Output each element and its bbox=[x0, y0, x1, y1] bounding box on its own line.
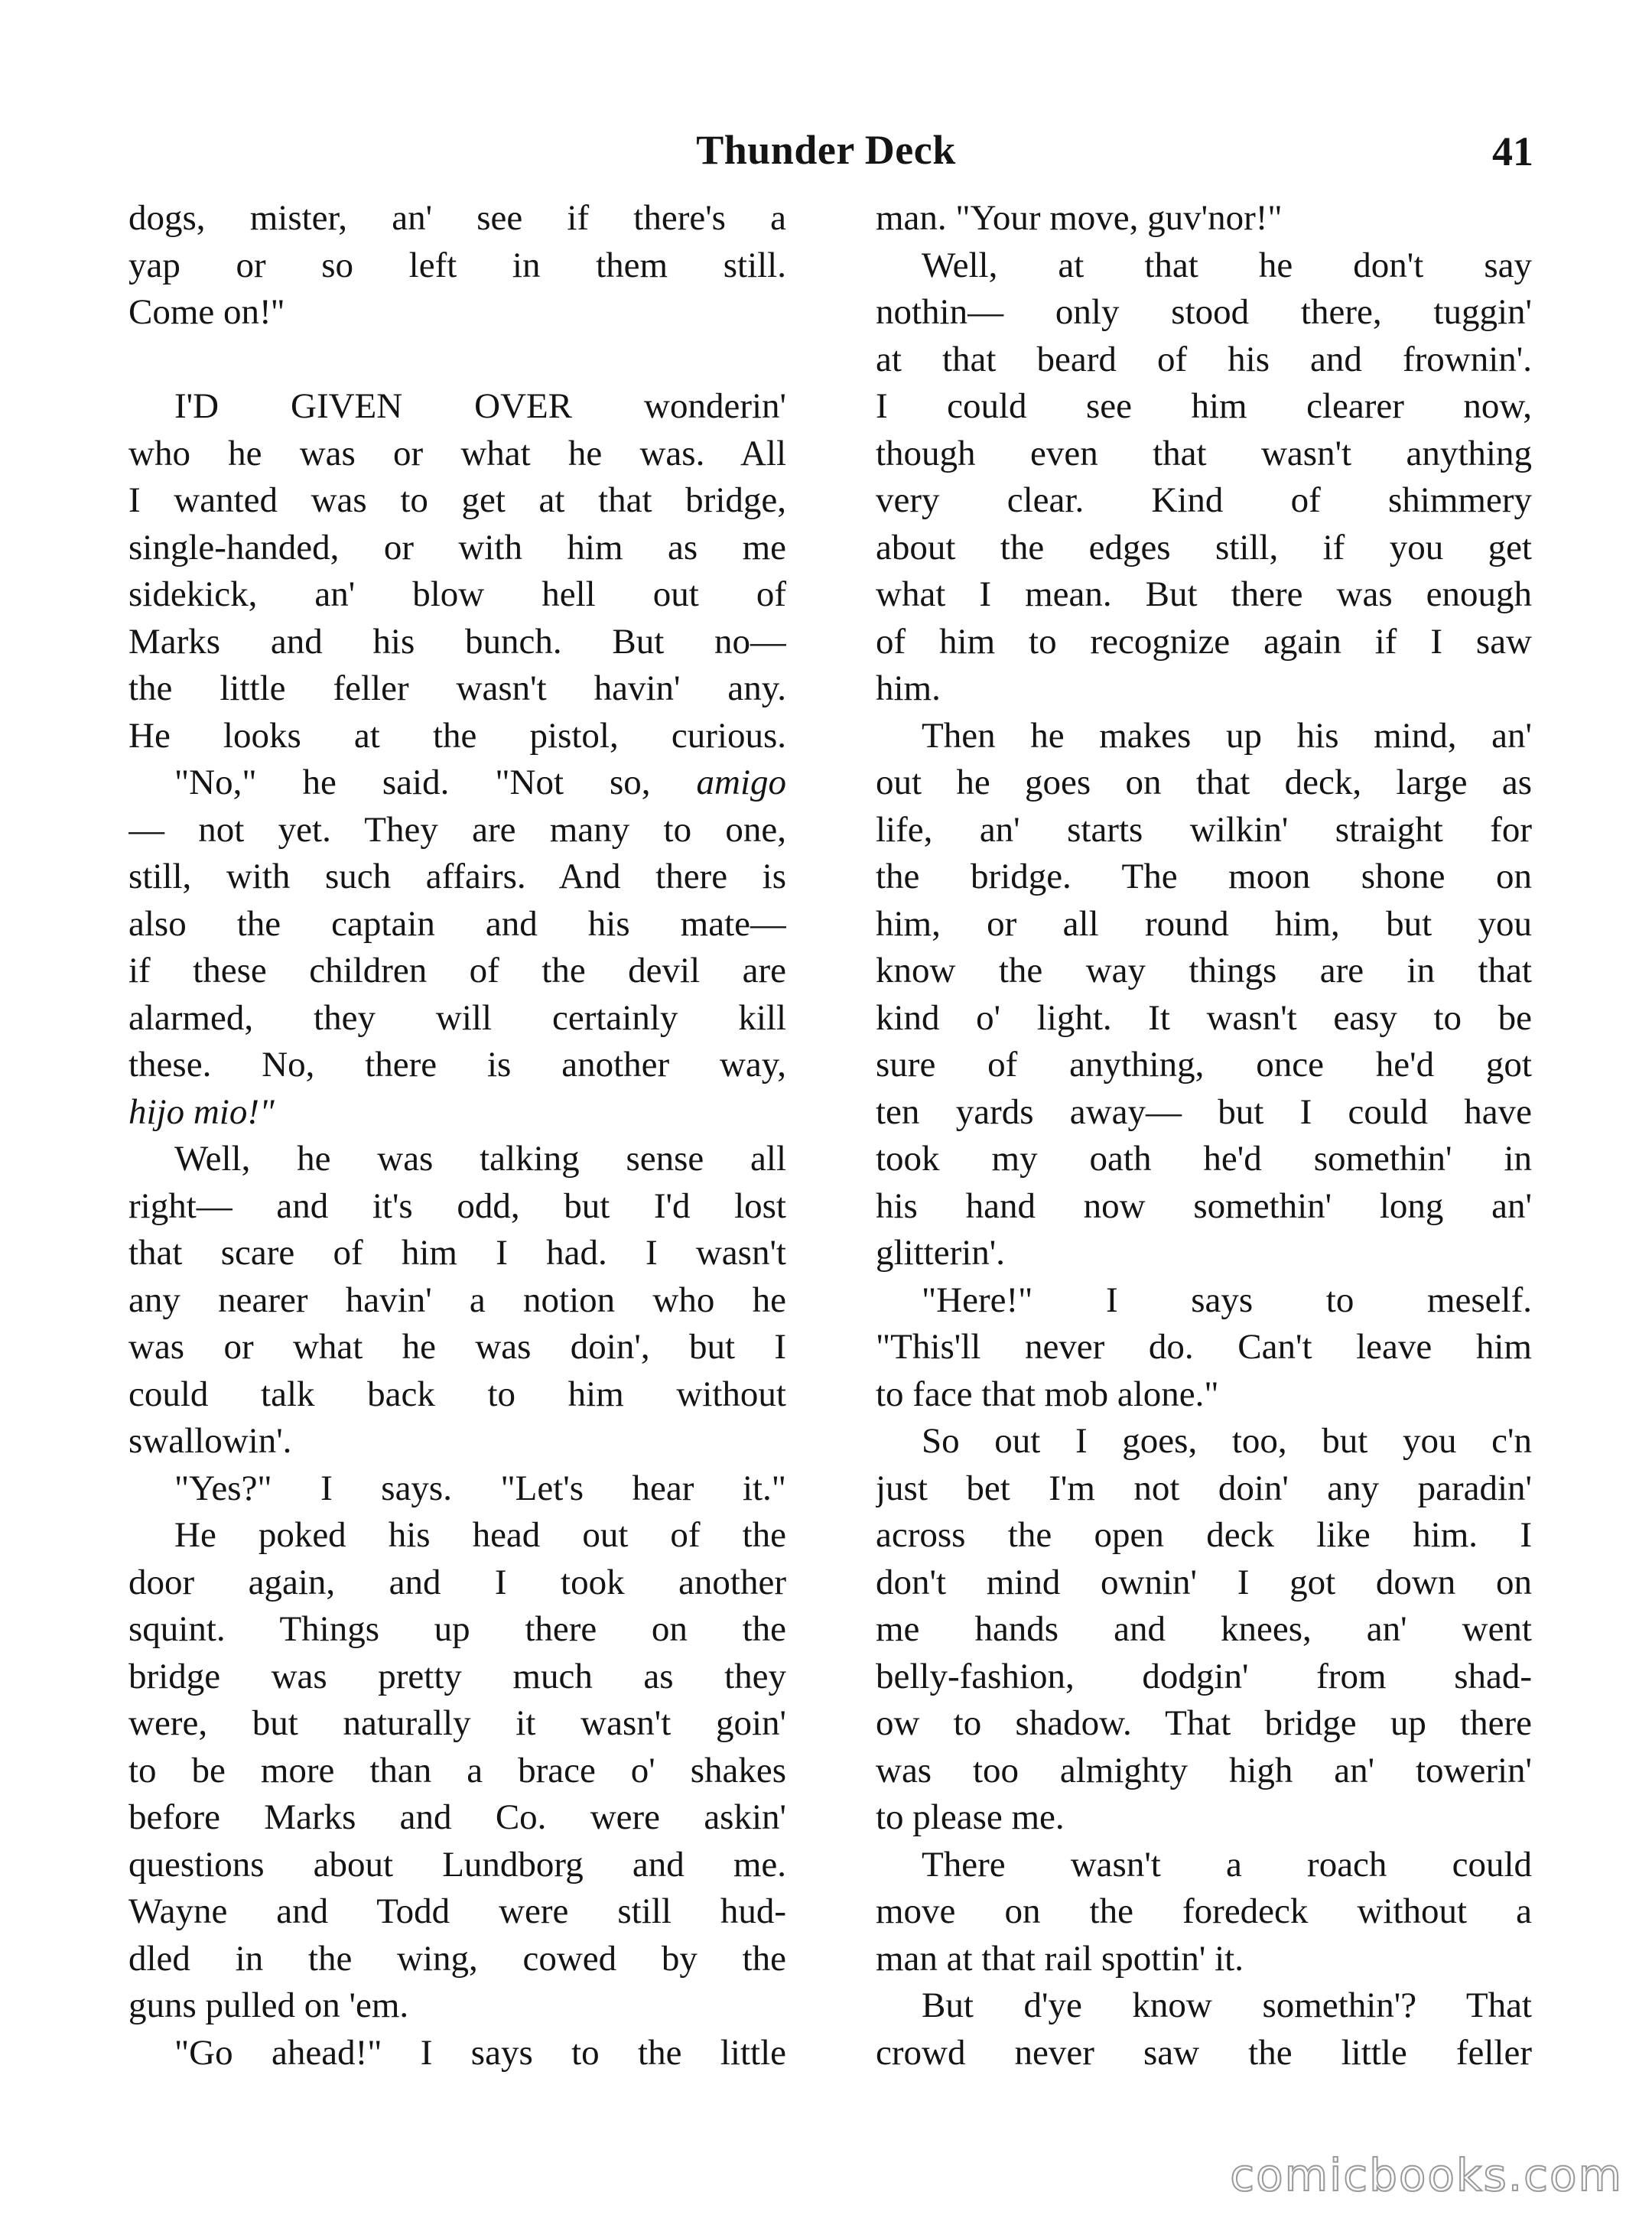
line-text: nothin— only stood there, tuggin' bbox=[876, 292, 1532, 332]
text-line bbox=[128, 1559, 786, 1607]
text-line bbox=[128, 2030, 786, 2077]
text-line bbox=[876, 571, 1532, 619]
text-line bbox=[128, 1982, 786, 2030]
line-text: to please me. bbox=[876, 1797, 1065, 1837]
line-text: So out I goes, too, but you c'n bbox=[922, 1421, 1532, 1461]
text-line bbox=[876, 807, 1532, 854]
text-line bbox=[876, 1654, 1532, 1701]
line-text: out he goes on that deck, large as bbox=[876, 763, 1532, 802]
line-text: "Go ahead!" I says to the little bbox=[174, 2032, 786, 2073]
text-line bbox=[876, 1183, 1532, 1231]
line-text: I could see him clearer now, bbox=[876, 386, 1532, 426]
text-line bbox=[128, 477, 786, 525]
line-text: across the open deck like him. I bbox=[876, 1515, 1532, 1555]
text-line bbox=[128, 1842, 786, 1889]
line-text: squint. Things up there on the bbox=[128, 1609, 786, 1649]
left-text-column bbox=[128, 195, 786, 2077]
text-line bbox=[876, 1230, 1532, 1277]
text-line bbox=[128, 1794, 786, 1842]
line-text: sure of anything, once he'd got bbox=[876, 1045, 1532, 1085]
line-text: what I mean. But there was enough bbox=[876, 574, 1532, 614]
text-line bbox=[876, 1324, 1532, 1371]
text-line bbox=[876, 1512, 1532, 1559]
text-line bbox=[128, 1700, 786, 1748]
line-text: Well, he was talking sense all bbox=[174, 1139, 786, 1179]
text-line bbox=[128, 619, 786, 666]
line-text: about the edges still, if you get bbox=[876, 527, 1532, 568]
text-line bbox=[876, 289, 1532, 337]
page-number: 41 bbox=[1492, 128, 1533, 174]
line-text: life, an' starts wilkin' straight for bbox=[876, 809, 1532, 850]
line-text: "No," he said. "Not so, bbox=[174, 763, 651, 802]
line-text: just bet I'm not doin' any paradin' bbox=[876, 1468, 1532, 1508]
line-text: dled in the wing, cowed by the bbox=[128, 1938, 786, 1979]
line-text: yap or so left in them still. bbox=[128, 245, 786, 285]
text-line bbox=[128, 242, 786, 290]
line-text: to be more than a brace o' shakes bbox=[128, 1750, 786, 1790]
text-line bbox=[128, 759, 786, 807]
text-line bbox=[128, 1654, 786, 1701]
text-line bbox=[128, 1277, 786, 1325]
running-title: Thunder Deck bbox=[696, 127, 956, 173]
text-line bbox=[128, 1371, 786, 1419]
line-text: at that beard of his and frownin'. bbox=[876, 339, 1532, 379]
text-line bbox=[876, 1089, 1532, 1137]
text-line bbox=[128, 1936, 786, 1983]
text-line bbox=[876, 1277, 1532, 1325]
line-text: bridge was pretty much as they bbox=[128, 1656, 786, 1696]
text-line bbox=[128, 1465, 786, 1513]
line-text: right— and it's odd, but I'd lost bbox=[128, 1185, 786, 1226]
text-line bbox=[128, 1089, 786, 1137]
line-text: — not yet. They are many to one, bbox=[128, 809, 786, 850]
text-line bbox=[128, 571, 786, 619]
line-text: him. bbox=[876, 668, 941, 708]
line-text: ow to shadow. That bridge up there bbox=[876, 1703, 1532, 1743]
line-text: He poked his head out of the bbox=[174, 1515, 786, 1555]
text-line bbox=[876, 759, 1532, 807]
text-line bbox=[876, 713, 1532, 760]
text-line bbox=[876, 337, 1532, 384]
line-text: kind o' light. It wasn't easy to be bbox=[876, 997, 1532, 1038]
text-line bbox=[128, 854, 786, 901]
line-text: I'D GIVEN OVER wonderin' bbox=[174, 386, 786, 426]
text-line bbox=[876, 1136, 1532, 1183]
line-text: don't mind ownin' I got down on bbox=[876, 1562, 1532, 1602]
watermark-logo: comicbooks.com bbox=[1230, 2149, 1623, 2201]
line-text: He looks at the pistol, curious. bbox=[128, 715, 786, 756]
line-text: move on the foredeck without a bbox=[876, 1891, 1532, 1931]
text-line bbox=[876, 2030, 1532, 2077]
line-text: his hand now somethin' long an' bbox=[876, 1185, 1532, 1226]
line-text: Marks and his bunch. But no— bbox=[128, 621, 786, 662]
line-text: glitterin'. bbox=[876, 1233, 1006, 1273]
text-line bbox=[876, 1748, 1532, 1795]
line-text: to face that mob alone." bbox=[876, 1374, 1219, 1414]
text-line bbox=[128, 948, 786, 995]
text-line bbox=[876, 431, 1532, 478]
text-line bbox=[876, 665, 1532, 713]
line-text: me hands and knees, an' went bbox=[876, 1609, 1532, 1649]
text-line bbox=[128, 1888, 786, 1936]
line-text: "Here!" I says to meself. bbox=[922, 1280, 1532, 1320]
text-line bbox=[128, 1230, 786, 1277]
text-line bbox=[128, 337, 786, 384]
text-line bbox=[128, 431, 786, 478]
text-line bbox=[876, 1042, 1532, 1089]
text-line bbox=[876, 854, 1532, 901]
text-line bbox=[876, 619, 1532, 666]
line-text: Then he makes up his mind, an' bbox=[922, 715, 1532, 756]
line-text: the bridge. The moon shone on bbox=[876, 857, 1532, 896]
line-text: I wanted was to get at that bridge, bbox=[128, 480, 786, 520]
text-line bbox=[876, 995, 1532, 1042]
line-text: Wayne and Todd were still hud- bbox=[128, 1891, 786, 1931]
text-line bbox=[876, 1842, 1532, 1889]
text-line bbox=[128, 1324, 786, 1371]
line-text: know the way things are in that bbox=[876, 951, 1532, 990]
text-line bbox=[128, 807, 786, 854]
text-line bbox=[876, 477, 1532, 525]
line-text: could talk back to him without bbox=[128, 1374, 786, 1414]
line-text: if these children of the devil are bbox=[128, 951, 786, 990]
line-text: any nearer havin' a notion who he bbox=[128, 1280, 786, 1320]
text-line bbox=[128, 525, 786, 572]
text-line bbox=[876, 1465, 1532, 1513]
text-line bbox=[876, 525, 1532, 572]
line-text: though even that wasn't anything bbox=[876, 433, 1532, 473]
text-line bbox=[128, 1512, 786, 1559]
line-text: also the captain and his mate— bbox=[128, 903, 786, 944]
text-line bbox=[876, 383, 1532, 431]
text-line bbox=[876, 1794, 1532, 1842]
line-text: swallowin'. bbox=[128, 1421, 292, 1461]
line-text: guns pulled on 'em. bbox=[128, 1985, 409, 2025]
italic-phrase: amigo bbox=[696, 763, 786, 802]
line-text: man at that rail spottin' it. bbox=[876, 1938, 1244, 1979]
line-text: But d'ye know somethin'? That bbox=[922, 1985, 1532, 2025]
line-text: were, but naturally it wasn't goin' bbox=[128, 1703, 786, 1743]
text-line bbox=[876, 195, 1532, 242]
running-head bbox=[0, 126, 1652, 180]
line-text: took my oath he'd somethin' in bbox=[876, 1139, 1532, 1179]
line-text: alarmed, they will certainly kill bbox=[128, 997, 786, 1038]
text-line bbox=[128, 1748, 786, 1795]
line-text: very clear. Kind of shimmery bbox=[876, 480, 1532, 520]
text-line bbox=[876, 948, 1532, 995]
line-text: of him to recognize again if I saw bbox=[876, 621, 1532, 662]
right-text-column bbox=[876, 195, 1532, 2077]
text-line bbox=[876, 1418, 1532, 1465]
line-text: belly-fashion, dodgin' from shad- bbox=[876, 1656, 1532, 1696]
text-line bbox=[876, 901, 1532, 948]
text-line bbox=[128, 1183, 786, 1231]
text-line bbox=[128, 1606, 786, 1654]
line-text: Come on!'' bbox=[128, 292, 285, 332]
text-line bbox=[128, 383, 786, 431]
text-line bbox=[128, 665, 786, 713]
text-line bbox=[128, 901, 786, 948]
line-text: before Marks and Co. were askin' bbox=[128, 1797, 786, 1837]
text-line bbox=[876, 1371, 1532, 1419]
text-line bbox=[128, 713, 786, 760]
text-line bbox=[876, 1700, 1532, 1748]
line-text: single-handed, or with him as me bbox=[128, 527, 786, 568]
line-text: these. No, there is another way, bbox=[128, 1045, 786, 1085]
line-text: who he was or what he was. All bbox=[128, 433, 786, 473]
line-text: "Yes?" I says. "Let's hear it." bbox=[174, 1468, 786, 1508]
text-line bbox=[128, 1136, 786, 1183]
italic-phrase: hijo mio!" bbox=[128, 1091, 275, 1132]
line-text: him, or all round him, but you bbox=[876, 903, 1532, 944]
line-text: that scare of him I had. I wasn't bbox=[128, 1233, 786, 1273]
text-line bbox=[876, 1559, 1532, 1607]
line-text: was too almighty high an' towerin' bbox=[876, 1750, 1532, 1790]
text-line bbox=[876, 1936, 1532, 1983]
text-line bbox=[128, 195, 786, 242]
text-line bbox=[128, 1418, 786, 1465]
line-text: There wasn't a roach could bbox=[922, 1844, 1532, 1885]
text-line bbox=[876, 1982, 1532, 2030]
line-text: "This'll never do. Can't leave him bbox=[876, 1327, 1532, 1367]
line-text: was or what he was doin', but I bbox=[128, 1327, 786, 1367]
line-text: door again, and I took another bbox=[128, 1562, 786, 1602]
text-line bbox=[876, 242, 1532, 290]
line-text: sidekick, an' blow hell out of bbox=[128, 574, 786, 614]
text-line bbox=[128, 289, 786, 337]
line-text: questions about Lundborg and me. bbox=[128, 1844, 786, 1885]
line-text: crowd never saw the little feller bbox=[876, 2032, 1532, 2073]
line-text: dogs, mister, an' see if there's a bbox=[128, 198, 786, 238]
text-line bbox=[128, 995, 786, 1042]
line-text: man. "Your move, guv'nor!" bbox=[876, 198, 1283, 238]
text-line bbox=[876, 1606, 1532, 1654]
line-text: ten yards away— but I could have bbox=[876, 1091, 1532, 1132]
line-text: the little feller wasn't havin' any. bbox=[128, 668, 786, 708]
line-text: still, with such affairs. And there is bbox=[128, 857, 786, 896]
text-line bbox=[876, 1888, 1532, 1936]
line-text: Well, at that he don't say bbox=[922, 245, 1532, 285]
text-line bbox=[128, 1042, 786, 1089]
